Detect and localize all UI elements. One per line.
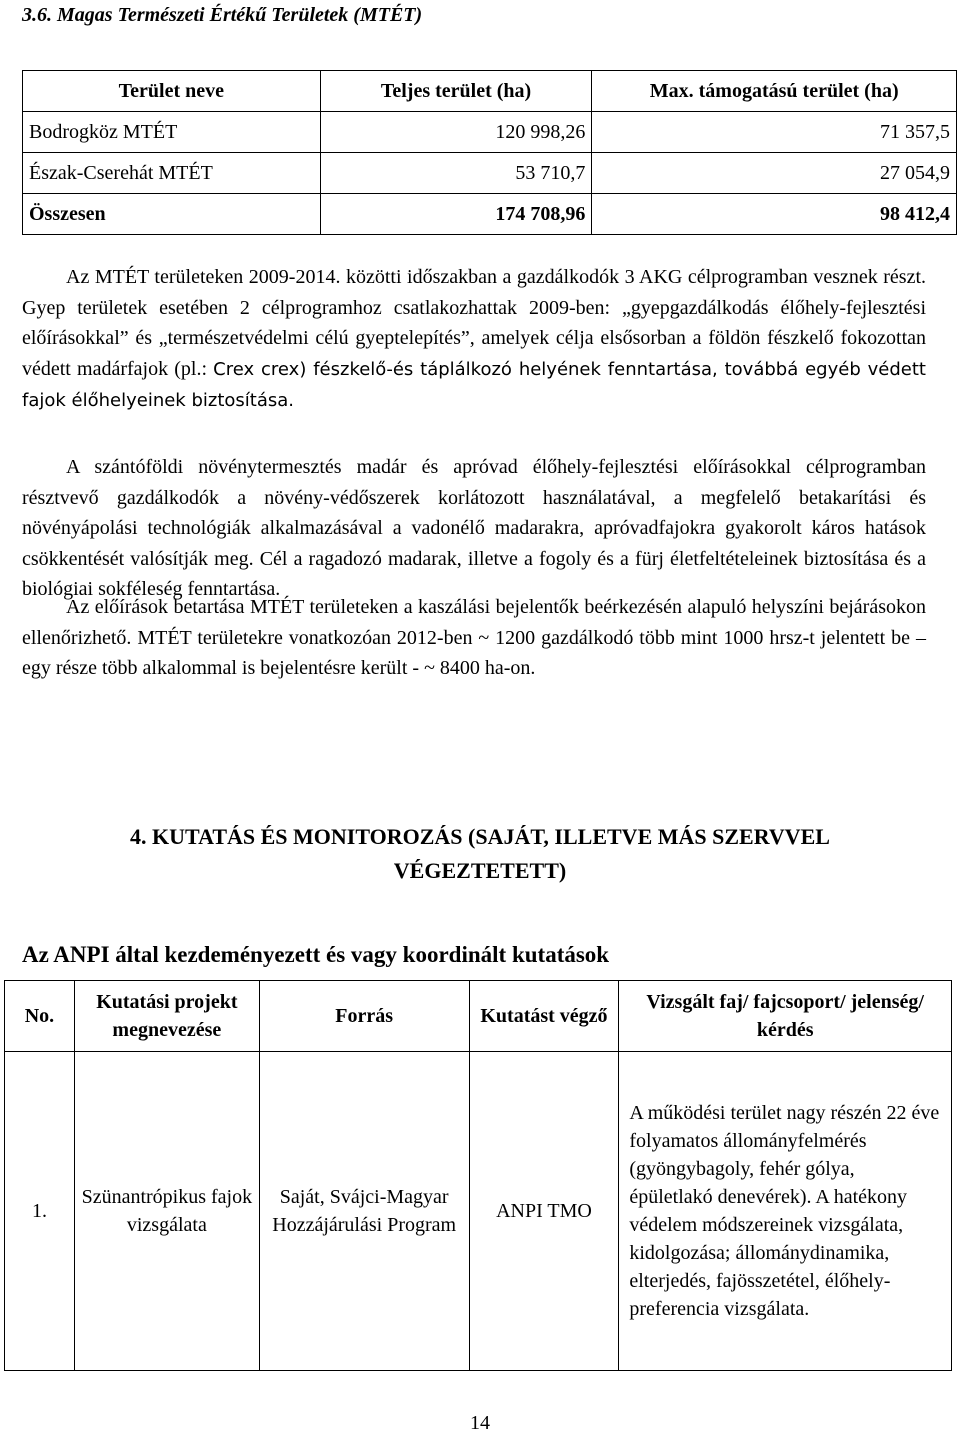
table-row bbox=[23, 153, 957, 194]
col-header-performer: Kutatást végző bbox=[469, 981, 619, 1052]
cell-total-area: 53 710,7 bbox=[320, 153, 592, 194]
cell-source: Saját, Svájci-Magyar Hozzájárulási Program bbox=[259, 1052, 469, 1371]
paragraph-text: Az MTÉT területeken 2009-2014. közötti időszakban a gazdálkodók 3 AKG célprogramban vesznek részt. Gyep területek esetében 2 célprogramhoz csatlakozhattak 2009-ben: „gyepgazdálkodás élőhely-fejlesztési előírásokkal” és „természetvédelmi célú gyeptelepítés”, amelyek célja elsősorban a földön fészkelő fokozottan védett madárfajok (pl.: bbox=[22, 266, 926, 380]
cell-no: 1. bbox=[5, 1052, 75, 1371]
cell-total-area: 120 998,26 bbox=[320, 112, 592, 153]
col-header-no: No. bbox=[5, 981, 75, 1052]
cell-max-supported: 71 357,5 bbox=[592, 112, 957, 153]
research-table bbox=[4, 980, 952, 1371]
col-header-area-name: Terület neve bbox=[23, 71, 321, 112]
col-header-source: Forrás bbox=[259, 981, 469, 1052]
cell-max-supported: 27 054,9 bbox=[592, 153, 957, 194]
chapter-heading-line2: VÉGEZTETETT) bbox=[393, 858, 567, 883]
research-heading: Az ANPI által kezdeményezett és vagy koordinált kutatások bbox=[22, 942, 610, 967]
cell-project: Szünantrópikus fajok vizsgálata bbox=[74, 1052, 259, 1371]
table-row bbox=[23, 112, 957, 153]
table-total-row bbox=[23, 194, 957, 235]
mtet-area-table bbox=[22, 70, 957, 235]
col-header-max-supported: Max. támogatású terület (ha) bbox=[592, 71, 957, 112]
section-title: 3.6. Magas Természeti Értékű Területek (MTÉT) bbox=[22, 4, 423, 26]
paragraph-compliance: Az előírások betartása MTÉT területeken a kaszálási bejelentők beérkezésén alapuló helyszíni bejárásokon ellenőrizhető. MTÉT területekre vonatkozóan 2012-ben ~ 1200 gazdálkodó több mint 1000 hrsz-t jelentett be – egy része több alkalommal is bejelentésre került - ~ 8400 ha-on. bbox=[22, 596, 926, 680]
paragraph-arable-program: A szántóföldi növénytermesztés madár és apróvad élőhely-fejlesztési előírásokkal célprogramban résztvevő gazdálkodók a növény-védőszerek korlátozott használatával, a megfelelő betakarítási és növényápolási technológiák alkalmazásával a vadonélő madarakra, apróvadfajokra gyakorolt káros hatások csökkentését valósítják meg. Cél a ragadozó madarak, illetve a fogoly és a fürj életfeltételeinek biztosítása és a biológiai sokféleség fenntartása. bbox=[22, 456, 926, 601]
col-header-subject: Vizsgált faj/ fajcsoport/ jelenség/ kérdés bbox=[619, 981, 952, 1052]
paragraph-text-species: Crex crex) fészkelő-és táplálkozó helyének fenntartása, továbbá egyéb védett fajok élőhelyeinek biztosítása. bbox=[22, 358, 926, 412]
table-header-row bbox=[5, 981, 952, 1052]
cell-total-label: Összesen bbox=[23, 194, 321, 235]
paragraph-akg-programs bbox=[22, 262, 926, 417]
table-row bbox=[5, 1052, 952, 1371]
col-header-total-area: Teljes terület (ha) bbox=[320, 71, 592, 112]
col-header-project: Kutatási projekt megnevezése bbox=[74, 981, 259, 1052]
page-number: 14 bbox=[470, 1412, 490, 1434]
cell-total-max-sum: 98 412,4 bbox=[592, 194, 957, 235]
cell-total-sum: 174 708,96 bbox=[320, 194, 592, 235]
cell-area-name: Bodrogköz MTÉT bbox=[23, 112, 321, 153]
cell-area-name: Észak-Cserehát MTÉT bbox=[23, 153, 321, 194]
table-header-row bbox=[23, 71, 957, 112]
chapter-heading-line1: 4. KUTATÁS ÉS MONITOROZÁS (SAJÁT, ILLETVE MÁS SZERVVEL bbox=[130, 824, 830, 849]
cell-performer: ANPI TMO bbox=[469, 1052, 619, 1371]
cell-subject: A működési terület nagy részén 22 éve folyamatos állományfelmérés (gyöngybagoly, fehér gólya, épületlakó denevérek). A hatékony védelem módszereinek vizsgálata, kidolgozása; állománydinamika, elterjedés, fajösszetétel, élőhely-preferencia vizsgálata. bbox=[619, 1052, 952, 1371]
